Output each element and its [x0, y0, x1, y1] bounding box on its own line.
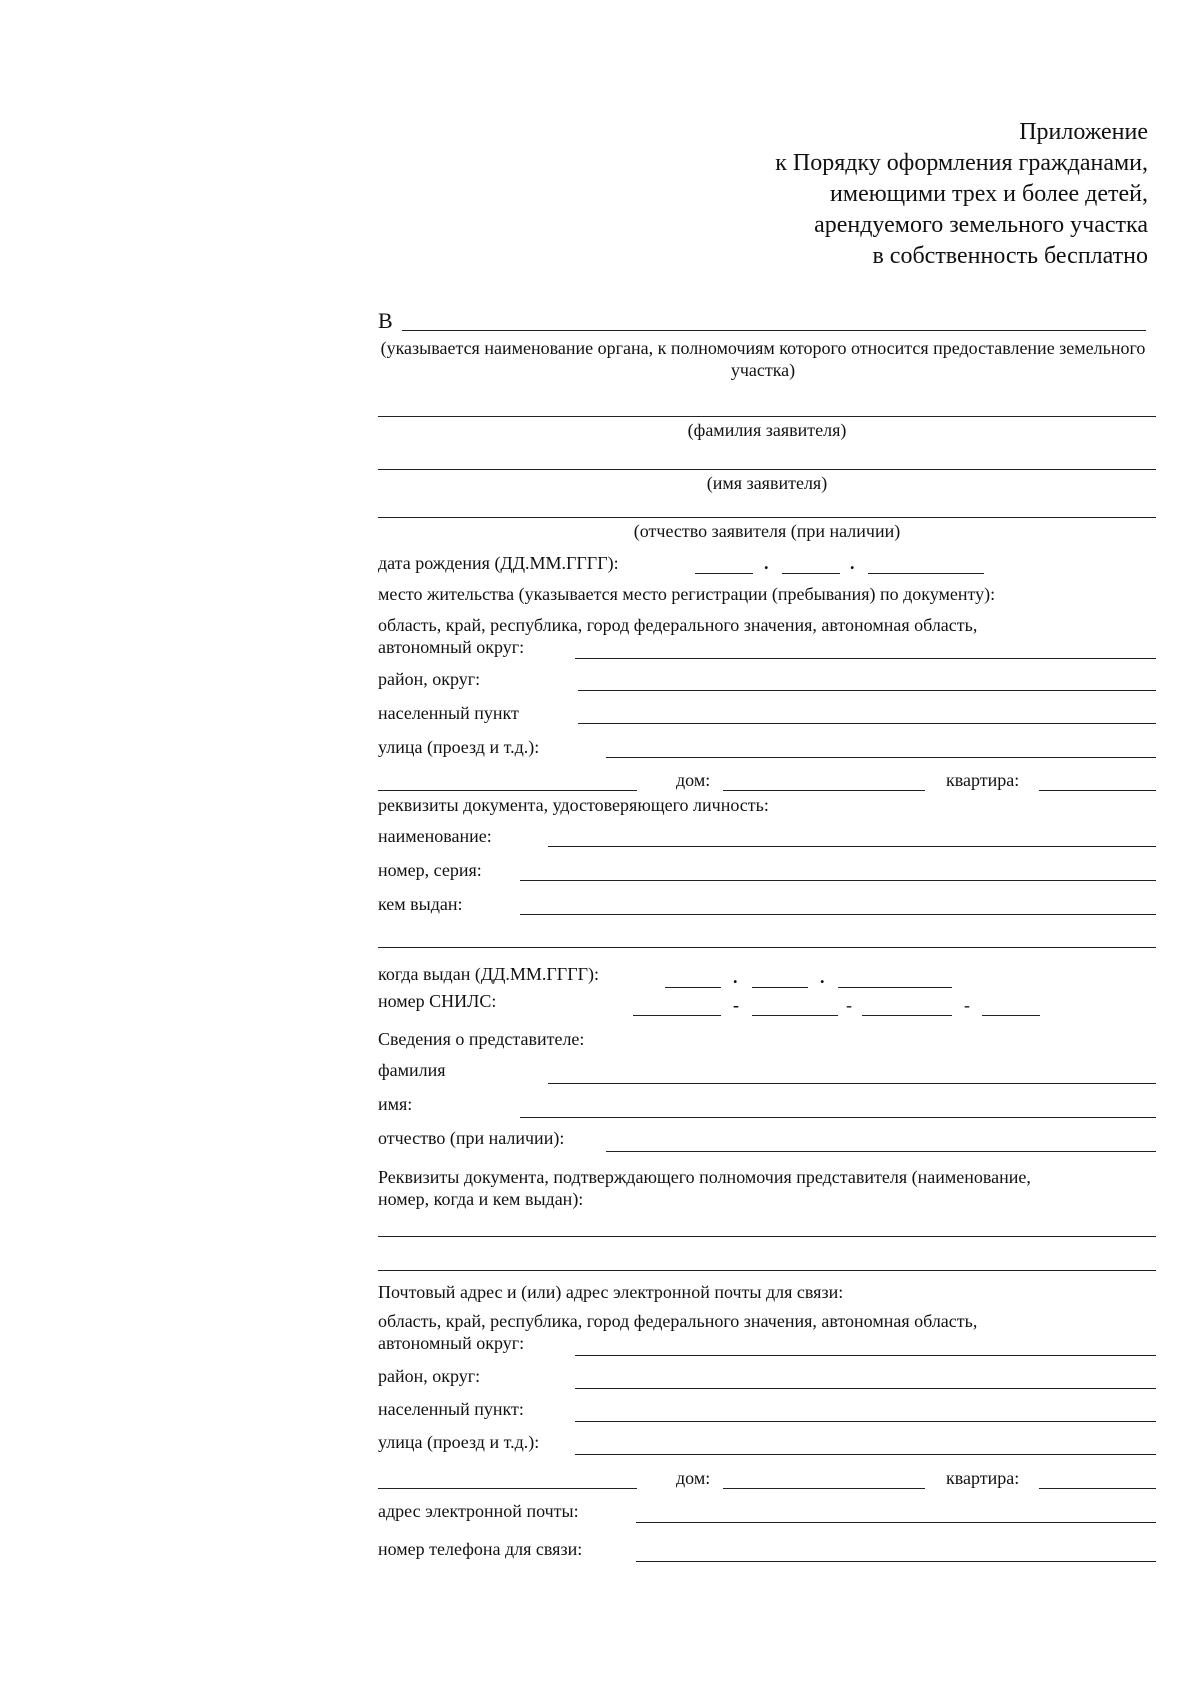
header-line: Приложение: [1019, 119, 1148, 145]
birth-day-field[interactable]: [695, 573, 753, 574]
id-doc-number-field[interactable]: [520, 880, 1156, 881]
rep-patronymic-field[interactable]: [606, 1151, 1156, 1152]
birth-date-label: дата рождения (ДД.ММ.ГГГГ):: [378, 553, 619, 573]
rep-name-label: имя:: [378, 1094, 413, 1114]
contact-street-field-cont[interactable]: [378, 1488, 637, 1489]
header-line: к Порядку оформления гражданами,: [775, 150, 1148, 176]
surname-caption: (фамилия заявителя): [687, 420, 847, 440]
issued-year-field[interactable]: [838, 987, 952, 988]
rep-surname-label: фамилия: [378, 1060, 446, 1080]
contact-apartment-field[interactable]: [1039, 1488, 1156, 1489]
date-separator: .: [764, 553, 769, 573]
rep-surname-field[interactable]: [548, 1083, 1156, 1084]
phone-label: номер телефона для связи:: [378, 1539, 583, 1559]
date-separator: .: [820, 967, 825, 987]
issued-day-field[interactable]: [665, 987, 721, 988]
apartment-label: квартира:: [946, 770, 1020, 790]
patronymic-caption: (отчество заявителя (при наличии): [633, 521, 901, 541]
issued-month-field[interactable]: [752, 987, 808, 988]
rep-name-field[interactable]: [520, 1117, 1156, 1118]
phone-field[interactable]: [636, 1561, 1156, 1562]
id-doc-issued-by-field[interactable]: [520, 914, 1156, 915]
district-field[interactable]: [578, 690, 1156, 691]
contact-district-field[interactable]: [575, 1388, 1156, 1389]
birth-year-field[interactable]: [868, 573, 984, 574]
rep-authority-doc-field-cont[interactable]: [378, 1270, 1156, 1271]
rep-authority-doc-field[interactable]: [378, 1236, 1156, 1237]
locality-field[interactable]: [578, 723, 1156, 724]
contact-street-label: улица (проезд и т.д.):: [378, 1432, 540, 1452]
street-field[interactable]: [606, 757, 1156, 758]
header-line: имеющими трех и более детей,: [830, 181, 1148, 207]
snils-separator: -: [964, 995, 970, 1015]
contact-region-label: область, край, республика, город федерального значения, автономная область,: [378, 1311, 978, 1331]
contact-region-field[interactable]: [575, 1355, 1156, 1356]
id-doc-name-field[interactable]: [548, 846, 1156, 847]
addressee-prefix: В: [378, 308, 393, 333]
street-label: улица (проезд и т.д.):: [378, 737, 540, 757]
contact-apartment-label: квартира:: [946, 1468, 1020, 1488]
district-label: район, округ:: [378, 669, 481, 689]
name-caption: (имя заявителя): [706, 473, 828, 493]
house-label: дом:: [676, 770, 711, 790]
contact-district-label: район, округ:: [378, 1366, 481, 1386]
contact-locality-field[interactable]: [575, 1421, 1156, 1422]
apartment-field[interactable]: [1039, 790, 1156, 791]
rep-authority-doc-label: Реквизиты документа, подтверждающего полномочия представителя (наименование,: [378, 1167, 1031, 1187]
contact-house-field[interactable]: [723, 1488, 925, 1489]
appendix-header: [775, 117, 1148, 272]
region-label: область, край, республика, город федерального значения, автономная область,: [378, 615, 978, 635]
addressee-caption: (указывается наименование органа, к полномочиям которого относится предоставление земельного участка): [380, 338, 1146, 380]
header-line: арендуемого земельного участка: [814, 212, 1148, 238]
residence-heading: место жительства (указывается место регистрации (пребывания) по документу):: [378, 584, 996, 604]
date-separator: .: [850, 553, 855, 573]
contact-heading: Почтовый адрес и (или) адрес электронной почты для связи:: [378, 1282, 844, 1302]
addressee-field[interactable]: [402, 330, 1146, 331]
id-doc-issued-by-field-cont[interactable]: [378, 947, 1156, 948]
contact-locality-label: населенный пункт:: [378, 1399, 524, 1419]
contact-house-label: дом:: [676, 1468, 711, 1488]
street-field-cont[interactable]: [378, 790, 637, 791]
header-line: в собственность бесплатно: [872, 243, 1148, 269]
locality-label: населенный пункт: [378, 703, 519, 723]
snils-part-2-field[interactable]: [752, 1015, 838, 1016]
date-separator: .: [733, 967, 738, 987]
surname-field[interactable]: [378, 416, 1156, 417]
representative-heading: Сведения о представителе:: [378, 1029, 585, 1049]
email-field[interactable]: [636, 1522, 1156, 1523]
id-doc-issued-date-label: когда выдан (ДД.ММ.ГГГГ):: [378, 964, 600, 984]
snils-part-4-field[interactable]: [982, 1015, 1040, 1016]
house-field[interactable]: [723, 790, 925, 791]
id-doc-issued-by-label: кем выдан:: [378, 894, 463, 914]
snils-separator: -: [733, 995, 739, 1015]
patronymic-field[interactable]: [378, 517, 1156, 518]
id-doc-name-label: наименование:: [378, 826, 492, 846]
id-doc-heading: реквизиты документа, удостоверяющего личность:: [378, 795, 769, 815]
contact-region-label-cont: автономный округ:: [378, 1333, 525, 1353]
snils-part-3-field[interactable]: [862, 1015, 952, 1016]
snils-part-1-field[interactable]: [633, 1015, 721, 1016]
rep-authority-doc-label-cont: номер, когда и кем выдан):: [378, 1189, 584, 1209]
snils-separator: -: [846, 995, 852, 1015]
email-label: адрес электронной почты:: [378, 1501, 579, 1521]
region-label-cont: автономный округ:: [378, 637, 525, 657]
contact-street-field[interactable]: [575, 1454, 1156, 1455]
birth-month-field[interactable]: [782, 573, 840, 574]
snils-label: номер СНИЛС:: [378, 991, 497, 1011]
rep-patronymic-label: отчество (при наличии):: [378, 1128, 565, 1148]
region-field[interactable]: [575, 658, 1156, 659]
name-field[interactable]: [378, 469, 1156, 470]
id-doc-number-label: номер, серия:: [378, 860, 482, 880]
